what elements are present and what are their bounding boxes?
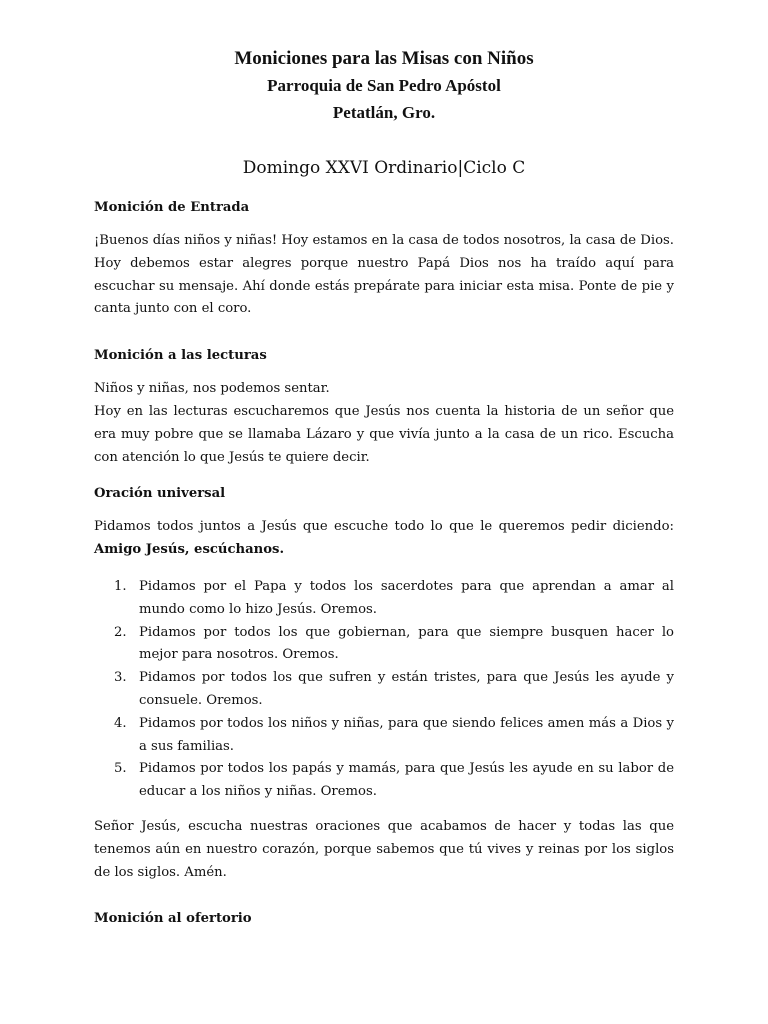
petitions-list (94, 576, 674, 804)
petition-item (94, 713, 674, 759)
petition-text: Pidamos por todos los papás y mamás, para que Jesús les ayude en su labor de educar a los niños y niñas. Oremos. (139, 761, 674, 800)
lecturas-block (94, 378, 674, 469)
entrada-text: ¡Buenos días niños y niñas! Hoy estamos en la casa de todos nosotros, la casa de Dios. Hoy debemos estar alegres porque nuestro Papá Dios nos ha traído aquí para escuchar su mensaje. Ahí donde estás prepárate para iniciar esta misa. Ponte de pie y canta junto con el coro. (94, 233, 674, 317)
petition-number: 1. (114, 578, 127, 594)
heading-lecturas: Monición a las lecturas (94, 348, 267, 364)
petition-number: 2. (114, 624, 127, 640)
petition-text: Pidamos por todos los que gobiernan, para que siempre busquen hacer lo mejor para nosotros. Oremos. (139, 624, 674, 663)
document-header (94, 0, 674, 126)
liturgical-sunday: Domingo XXVI Ordinario|Ciclo C (242, 158, 526, 178)
petition-number: 4. (114, 715, 127, 731)
petition-item (94, 622, 674, 668)
petition-text: Pidamos por todos los niños y niñas, para que siendo felices amen más a Dios y a sus familias. (139, 715, 674, 754)
heading-ofertorio: Monición al ofertorio (94, 911, 252, 927)
oracion-intro: Pidamos todos juntos a Jesús que escuche todo lo que le queremos pedir diciendo: (94, 519, 674, 535)
petition-item (94, 667, 674, 713)
petition-item (94, 576, 674, 622)
petition-item (94, 758, 674, 804)
heading-oracion: Oración universal (94, 486, 226, 502)
petition-number: 3. (114, 670, 127, 686)
parish-location: Petatlán, Gro. (332, 103, 436, 122)
petition-text: Pidamos por el Papa y todos los sacerdotes para que aprendan a amar al mundo como lo hizo Jesús. Oremos. (139, 578, 674, 617)
document-title: Moniciones para las Misas con Niños (234, 48, 534, 69)
oracion-intro-block (94, 516, 674, 562)
petition-text: Pidamos por todos los que sufren y están tristes, para que Jesús les ayude y consuele. Oremos. (139, 670, 674, 708)
oracion-response: Amigo Jesús, escúchanos. (94, 542, 285, 558)
heading-entrada: Monición de Entrada (94, 200, 250, 215)
parish-name: Parroquia de San Pedro Apóstol (267, 76, 501, 95)
lecturas-text: Hoy en las lecturas escucharemos que Jesús nos cuenta la historia de un señor que era muy pobre que se llamaba Lázaro y que vivía junto a la casa de un rico. Escucha con atención lo que Jesús te quiere decir. (94, 403, 674, 465)
oracion-closing: Señor Jesús, escucha nuestras oraciones que acabamos de hacer y todas las que tenemos aún en nuestro corazón, porque sabemos que tú vives y reinas por los siglos de los siglos. Amén. (94, 818, 674, 880)
petition-number: 5. (114, 761, 127, 777)
lecturas-line1: Niños y niñas, nos podemos sentar. (94, 381, 330, 397)
